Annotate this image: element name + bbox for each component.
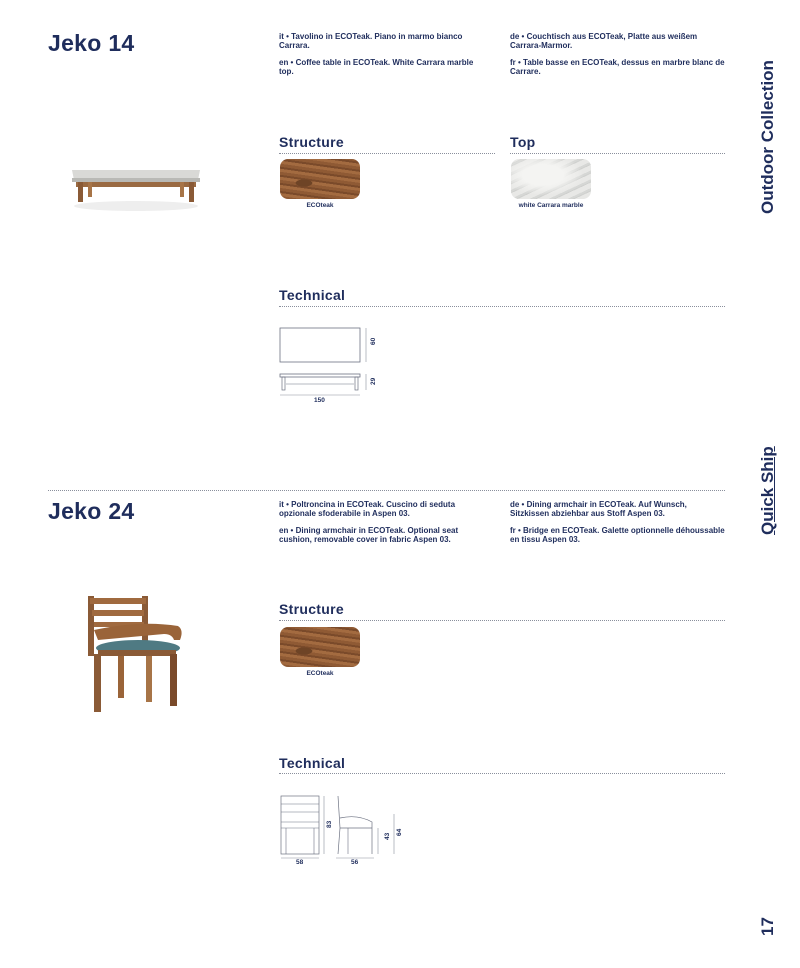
collection-label: Outdoor Collection [758,60,777,214]
description-de: de • Dining armchair in ECOTeak. Auf Wunsch, Sitzkissen abziehbar aus Stoff Aspen 03. [510,500,687,518]
swatch-caption: ECOteak [306,202,334,209]
description-en: en • Coffee table in ECOTeak. White Carrara marble top. [279,58,474,76]
structure-heading: Structure [279,134,344,150]
structure-heading: Structure [279,601,344,617]
dim-seat-height: 43 [384,832,391,840]
page-number: 17 [758,917,777,936]
divider [279,773,725,774]
technical-heading: Technical [279,287,346,303]
dim-arm-height: 64 [396,828,403,836]
quick-ship-label: Quick Ship [758,446,777,535]
swatch-caption: white Carrara marble [518,202,584,209]
divider [279,306,725,307]
dim-height: 29 [370,377,377,385]
coffee-table-image [66,160,206,216]
dim-depth: 60 [370,337,377,345]
divider [510,153,725,154]
swatch-caption: ECOteak [306,670,334,677]
description-it: it • Tavolino in ECOTeak. Piano in marmo bianco Carrara. [279,32,463,50]
description-it: it • Poltroncina in ECOTeak. Cuscino di seduta opzionale sfoderabile in Aspen 03. [279,500,456,518]
armchair-image [80,590,190,716]
description-de: de • Couchtisch aus ECOTeak, Platte aus weißem Carrara-Marmor. [510,32,698,50]
divider [279,153,495,154]
marble-swatch [511,159,591,199]
dim-width: 150 [314,397,325,404]
product-title: Jeko 24 [48,498,135,524]
divider [279,620,725,621]
ecoteak-swatch [280,159,360,199]
dim-depth: 56 [351,859,359,866]
ecoteak-swatch [280,627,360,667]
top-heading: Top [510,134,536,150]
description-en: en • Dining armchair in ECOTeak. Optional seat cushion, removable cover in fabric Aspen 03. [279,526,459,544]
product-title: Jeko 14 [48,30,135,56]
dim-height: 83 [326,820,333,828]
description-fr: fr • Bridge en ECOTeak. Galette optionnelle déhoussable en tissu Aspen 03. [510,526,725,544]
technical-heading: Technical [279,755,346,771]
section-divider [48,490,725,491]
dim-width: 58 [296,859,304,866]
description-fr: fr • Table basse en ECOTeak, dessus en marbre blanc de Carrare. [510,58,725,76]
